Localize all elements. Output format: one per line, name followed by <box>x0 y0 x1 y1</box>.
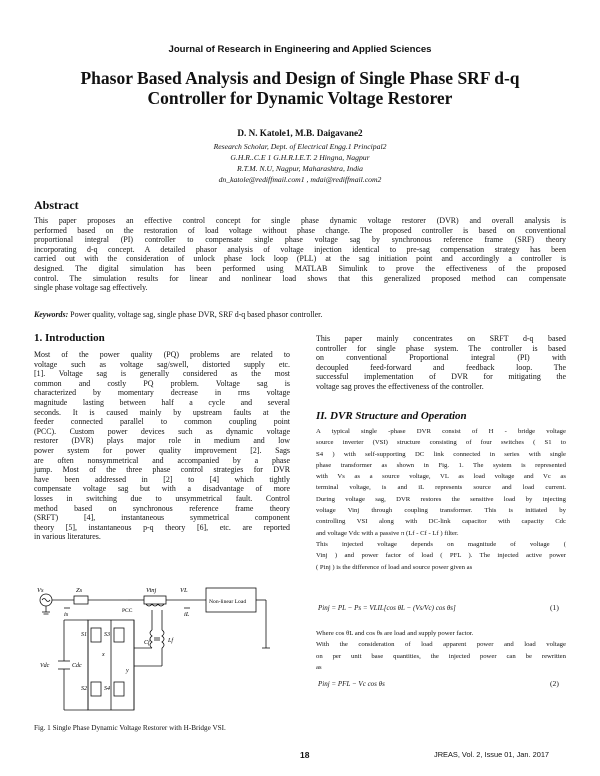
intro-body <box>34 350 290 542</box>
intro-line: on conventional Proportional integral (PI) with <box>316 353 566 363</box>
intro-line: feeder connected parallel to common coupling point <box>34 417 290 427</box>
label-il: iL <box>184 611 190 618</box>
page-number: 18 <box>300 750 310 760</box>
journal-reference: JREAS, Vol. 2, Issue 01, Jan. 2017 <box>434 750 550 759</box>
intro-line: voltage such as voltage sag/swell, distorted supply etc. <box>34 359 290 369</box>
abstract-body <box>34 216 566 293</box>
section2-line: A typical single -phase DVR consist of H - bridge voltage <box>316 428 566 435</box>
intro-line: decoupled feed-forward and feedback loop. The <box>316 362 566 372</box>
label-vinj: Vinj <box>146 587 157 594</box>
intro-line: seconds. It is caused mainly by upstream faults at the <box>34 407 290 417</box>
keywords <box>34 310 566 319</box>
label-s1: S1 <box>81 632 87 638</box>
section2-line: Where cos θL and cos θs are load and supply power factor. <box>316 630 474 637</box>
switch-s2 <box>91 682 101 696</box>
switch-s1 <box>91 628 101 642</box>
intro-line: Most of the power quality (PQ) problems are related to <box>34 350 290 359</box>
label-vs: Vs <box>37 587 44 594</box>
section2-line: Vinj ) and power factor of load ( PFL ). The injected active power <box>316 552 566 560</box>
intro-line: (SRFT) [4], instantaneous symmetrical component <box>34 513 290 523</box>
label-is: is <box>64 611 69 618</box>
title-line-2: Controller for Dynamic Voltage Restorer <box>147 88 453 108</box>
section2-line: ( Pinj ) is the difference of load and source power given as <box>316 563 473 571</box>
filter-inductor <box>150 630 152 648</box>
intro-line: controller for single phase system. The controller is based <box>316 343 566 353</box>
authors: D. N. Katole1, M.B. Daigavane2 <box>237 128 363 138</box>
label-cf: Cf <box>144 640 150 646</box>
equation-1: Pinj = PL − Ps = VLIL[cos θL − (Vs/Vc) cos θs] <box>318 604 456 612</box>
label-y: y <box>126 668 129 674</box>
right-intro-body <box>316 334 566 392</box>
section2-line: on per unit base quantities, the injected power can be rewritten <box>316 652 566 660</box>
section2-body <box>316 426 566 573</box>
label-s3: S3 <box>104 632 110 638</box>
label-zs: Zs <box>76 587 83 594</box>
abstract-line: This paper proposes an effective control concept for single phase dynamic voltage restorer (DVR) and overall analysis is <box>34 216 566 225</box>
abstract-line: carried out with the consideration of unlock phase lock loop (PLL) at the sag initiation point and accordingly a controller is <box>34 254 566 264</box>
affiliation-line: R.T.M. N.U, Nagpur, Maharashtra, India <box>236 164 364 173</box>
abstract-line: single phase voltage sag effectively. <box>34 283 148 293</box>
abstract-line: control. The simulation results for linear and nonlinear load shows that this generalized proposed method can compensate <box>34 273 566 283</box>
section2-line: and voltage Vdc with a passive π (Lf - Cf - Lf ) filter. <box>316 529 459 537</box>
section2-line: controlling VSI along with DC-link capacitor with capacity Cdc <box>316 518 566 526</box>
abstract-line: incorporating d-q concept. A detailed phasor analysis of voltage injection identical to pre-sag compensation strategy has been <box>34 244 566 254</box>
intro-line: theory [5], instantaneous p-q theory [6], etc. are reported <box>34 522 290 532</box>
abstract-heading: Abstract <box>34 198 79 212</box>
switch-s4 <box>114 682 124 696</box>
section2-line: S4 ) with self-supporting DC link connected in series with single <box>316 450 566 458</box>
intro-line: This paper mainly concentrates on SRFT d-q based <box>316 334 566 343</box>
affiliation-line: G.H.R..C.E 1 G.H.R.I.E.T. 2 Hingna, Nagpur <box>230 153 370 162</box>
abstract-line: proportional integral (PI) controller to compensate single phase voltage sag by synchronous reference frame (SRF) theory <box>34 235 566 245</box>
keywords-label: Keywords: <box>34 310 69 319</box>
abstract-line: performed based on the restoration of load voltage without phase change. The proposed controller is based on conventional <box>34 225 566 235</box>
intro-line: have been addressed in [2] to [4] which tightly <box>34 474 290 484</box>
section2-line: phase transformer as shown in Fig. 1. The system is represented <box>316 461 566 469</box>
affiliation-emails: dn_katole@rediffmail.com1 , mdai@rediffmail.com2 <box>218 175 382 184</box>
intro-line: in various literatures. <box>34 532 101 542</box>
dvr-circuit-figure <box>34 548 290 716</box>
intro-line: method based on synchronous reference frame theory <box>34 503 290 513</box>
label-x: x <box>102 652 105 658</box>
section2-line: as <box>316 663 322 671</box>
label-s4: S4 <box>104 686 110 692</box>
intro-line: power system for power quality improvement [2]. Sags <box>34 445 290 455</box>
section2-mid-body <box>316 628 566 673</box>
intro-line: restorer (DVR) plays major role in medium and low <box>34 436 290 446</box>
intro-line: common and costly PQ problem. Voltage sag is <box>34 378 290 388</box>
section2-line: With the consideration of load apparent power and load voltage <box>316 641 566 649</box>
label-lf: Lf <box>168 638 174 644</box>
intro-line: compensate voltage sag but with a disadvantage of more <box>34 484 290 494</box>
section2-line: terminal voltage, is and iL represents source and load current. <box>316 484 566 492</box>
equation-2-number: (2) <box>550 679 559 688</box>
paper-title <box>40 68 560 108</box>
section2-line: with Vs as a source voltage, VL as load voltage and Vc as <box>316 473 566 481</box>
label-pcc: PCC <box>122 608 133 614</box>
intro-line: (PCC). Custom power devices such as dynamic voltage <box>34 426 290 436</box>
intro-line: are often nonsymmetrical and accompanied by a phase <box>34 455 290 465</box>
equation-1-number: (1) <box>550 603 559 612</box>
source-impedance <box>74 596 88 604</box>
section2-line: This injected voltage depends on magnitude of voltage ( <box>316 540 566 548</box>
equation-2: Pinj = PFL − Vc cos θs <box>318 680 385 688</box>
intro-line: successful implementation of DVR for mitigating the <box>316 372 566 382</box>
intro-line: magnitude lasting between half a cycle and several <box>34 397 290 407</box>
label-load: Non-linear Load <box>209 599 247 605</box>
section2-line: During voltage sag, DVR restores the sensitive load by injecting <box>316 495 566 503</box>
intro-line: losses in switching due to unsymmetrical fault. Control <box>34 493 290 503</box>
keywords-text: Power quality, voltage sag, single phase DVR, SRF d-q based phasor controller. <box>68 310 323 319</box>
intro-line: characterized by momentary decrease in rms voltage <box>34 388 290 398</box>
filter-inductor <box>162 630 164 648</box>
label-s2: S2 <box>81 686 87 692</box>
intro-line: jump. Most of the three phase control strategies for DVR <box>34 465 290 475</box>
intro-line: [1]. Voltage sag is generally considered as the most <box>34 369 290 379</box>
section2-heading: II. DVR Structure and Operation <box>316 410 467 422</box>
journal-header: Journal of Research in Engineering and Applied Sciences <box>168 44 432 55</box>
abstract-line: designed. The digital simulation has been performed using MATLAB Simulink to prove the effectiveness of the proposed <box>34 263 566 273</box>
figure-caption: Fig. 1 Single Phase Dynamic Voltage Restorer with H-Bridge VSI. <box>34 724 226 732</box>
switch-s3 <box>114 628 124 642</box>
label-vdc: Vdc <box>40 663 50 669</box>
section2-line: source inverter (VSI) structure consisting of four switches ( S1 to <box>316 439 566 447</box>
intro-line: voltage sag proves the effectiveness of the controller. <box>316 381 484 391</box>
label-cdc: Cdc <box>72 663 82 669</box>
injection-transformer <box>144 596 166 604</box>
affiliation-line: Research Scholar, Dept. of Electrical Engg.1 Principal2 <box>213 142 387 151</box>
title-line-1: Phasor Based Analysis and Design of Single Phase SRF d-q <box>80 68 520 88</box>
label-vl: VL <box>180 587 188 594</box>
section2-line: voltage Vinj through coupling transformer. This is initiated by <box>316 507 566 515</box>
intro-heading: 1. Introduction <box>34 332 105 344</box>
